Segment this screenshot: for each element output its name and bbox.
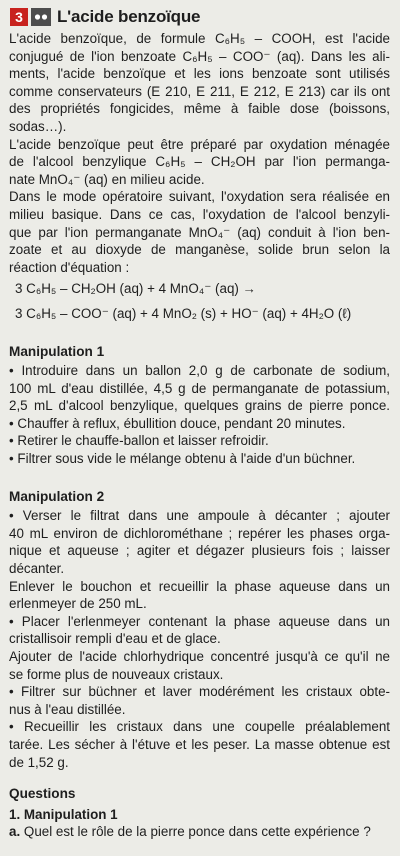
intro-line: sodas…). bbox=[9, 118, 67, 134]
intro-line: conjugué de l'ion benzoate C₆H₅ – COO⁻ (aq). Dans les ali- bbox=[9, 48, 390, 64]
step-line: • Retirer le chauffe-ballon et laisser refroidir. bbox=[9, 433, 269, 449]
equation-reactants: 3 C₆H₅ – CH₂OH (aq) + 4 MnO₄⁻ (aq) → bbox=[15, 281, 256, 297]
intro-line: nate MnO₄⁻ (aq) en milieu acide. bbox=[9, 171, 205, 187]
step-line: • Chauffer à reflux, ébullition douce, pendant 20 minutes. bbox=[9, 415, 346, 431]
step-line: • Introduire dans un ballon 2,0 g de carbonate de sodium, bbox=[9, 363, 390, 379]
manipulation-2-heading: Manipulation 2 bbox=[9, 488, 105, 504]
difficulty-dots-icon bbox=[31, 8, 51, 26]
step-line: décanter. bbox=[9, 561, 65, 577]
intro-line: de l'alcool benzylique C₆H₅ – CH₂OH par l'ion permanga- bbox=[9, 154, 390, 170]
intro-line: ments, l'acide benzoïque et les ions benzoate sont utilisés bbox=[9, 66, 390, 82]
intro-line: L'acide benzoïque, de formule C₆H₅ – COOH, est l'acide bbox=[9, 31, 390, 46]
step-line: tarée. Les sécher à l'étuve et les peser. La masse obtenue est bbox=[9, 736, 390, 752]
question-a-text: Quel est le rôle de la pierre ponce dans cette expérience ? bbox=[23, 824, 371, 840]
intro-paragraph bbox=[9, 30, 390, 276]
intro-line: des propriétés fongicides, même à faible dose (boissons, bbox=[9, 101, 390, 117]
question-section-title: 1. Manipulation 1 bbox=[9, 806, 118, 822]
exercise-number-badge: 3 bbox=[10, 8, 28, 26]
equation-products: 3 C₆H₅ – COO⁻ (aq) + 4 MnO₂ (s) + HO⁻ (aq) + 4H₂O (ℓ) bbox=[15, 305, 352, 321]
intro-line: réaction d'équation : bbox=[9, 259, 130, 275]
exercise-title: L'acide benzoïque bbox=[57, 7, 201, 27]
step-line: se forme plus de nouveaux cristaux. bbox=[9, 666, 224, 682]
exercise-header bbox=[9, 6, 390, 28]
intro-line: que par l'ion permanganate MnO₄⁻ (aq) conduit à l'ion ben- bbox=[9, 224, 390, 240]
step-line: 2,5 mL d'alcool benzylique, quelques grains de pierre ponce. bbox=[9, 398, 390, 414]
intro-line: zoate et au dioxyde de manganèse, solide brun selon la bbox=[9, 242, 390, 258]
step-line: Ajouter de l'acide chlorhydrique concentré jusqu'à ce qu'il ne bbox=[9, 649, 390, 664]
step-line: 100 mL d'eau distillée, 4,5 g de permanganate de potassium, bbox=[9, 380, 390, 396]
questions-heading: Questions bbox=[9, 786, 76, 802]
step-line: • Verser le filtrat dans une ampoule à décanter ; ajouter bbox=[9, 508, 390, 524]
manipulation-1-heading: Manipulation 1 bbox=[9, 343, 105, 359]
step-line: cristallisoir rempli d'eau et de glace. bbox=[9, 631, 221, 647]
intro-line: Dans le mode opératoire suivant, l'oxydation sera réalisée en bbox=[9, 189, 390, 205]
question-a-label: a. bbox=[9, 824, 21, 840]
step-line: • Placer l'erlenmeyer contenant la phase aqueuse dans un bbox=[9, 613, 390, 629]
step-line: • Filtrer sur büchner et laver modérément les cristaux obte- bbox=[9, 684, 390, 700]
step-line: • Recueillir les cristaux dans une coupelle préalablement bbox=[9, 719, 390, 735]
step-line: Enlever le bouchon et recueillir la phase aqueuse dans un bbox=[9, 578, 390, 594]
intro-line: comme conservateurs (E 210, E 211, E 212, E 213) car ils ont bbox=[9, 83, 390, 99]
two-dots-icon bbox=[34, 13, 48, 21]
step-line: nique et aqueuse ; agiter et dégazer plusieurs fois ; laisser bbox=[9, 543, 390, 559]
step-line: 40 mL environ de dichlorométhane ; repérer les phases orga- bbox=[9, 525, 390, 541]
step-line: de 1,52 g. bbox=[9, 754, 69, 770]
step-line: erlenmeyer de 250 mL. bbox=[9, 596, 147, 612]
manipulation-2-steps bbox=[9, 507, 390, 771]
question-a bbox=[9, 823, 390, 841]
intro-line: L'acide benzoïque peut être préparé par oxydation ménagée bbox=[9, 136, 390, 152]
intro-line: milieu basique. Dans ce cas, l'oxydation de l'alcool benzyli- bbox=[9, 206, 390, 222]
step-line: • Filtrer sous vide le mélange obtenu à l'aide d'un büchner. bbox=[9, 451, 356, 467]
step-line: nus à l'eau distillée. bbox=[9, 701, 126, 717]
manipulation-1-steps bbox=[9, 362, 390, 468]
